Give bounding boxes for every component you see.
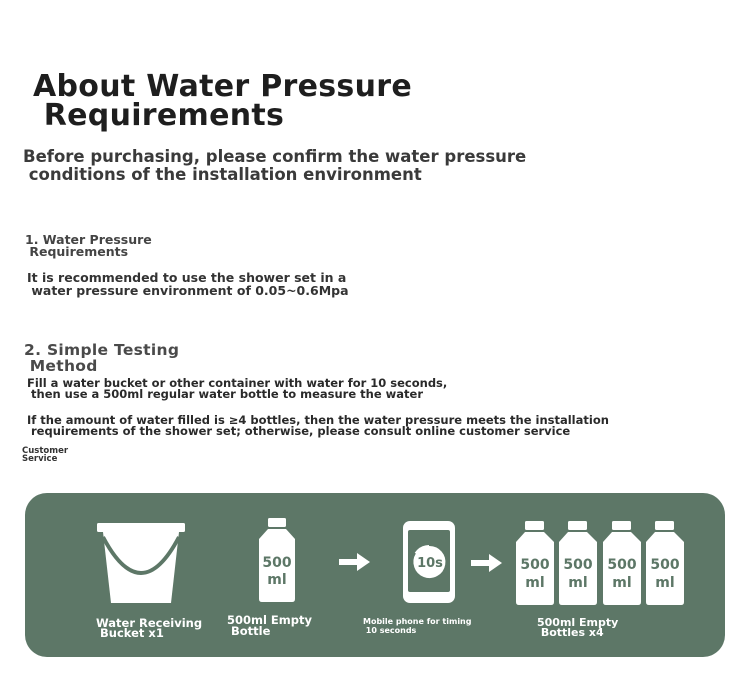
section-1-text: It is recommended to use the shower set in a water pressure environment of 0.05~0.6Mpa bbox=[27, 270, 349, 298]
bottle-icon bbox=[558, 521, 598, 605]
section-2-heading: 2. Simple Testing Method bbox=[24, 341, 180, 375]
customer-service-label: Customer Service bbox=[22, 446, 69, 464]
page-subtitle: Before purchasing, please confirm the water pressure conditions of the installation environment bbox=[23, 147, 527, 184]
timer-text: 10s bbox=[417, 556, 443, 571]
bucket-icon bbox=[97, 523, 187, 605]
section-1-heading: 1. Water Pressure Requirements bbox=[25, 232, 152, 259]
bottle-unit-text: ml bbox=[655, 575, 675, 591]
bottle-volume-text: 500 bbox=[520, 557, 550, 573]
bucket-label: Water Receiving Bucket x1 bbox=[96, 616, 203, 640]
bottle-unit-text: ml bbox=[267, 572, 287, 588]
arrow-right-icon bbox=[471, 554, 503, 572]
phone-label: Mobile phone for timing 10 seconds bbox=[363, 617, 472, 635]
bottle-unit-text: ml bbox=[525, 575, 545, 591]
bottle-unit-text: ml bbox=[612, 575, 632, 591]
bottle-volume-text: 500 bbox=[607, 557, 637, 573]
bottle-icon bbox=[258, 518, 296, 602]
phone-timer-icon bbox=[403, 521, 455, 603]
page-title: About Water Pressure Requirements bbox=[33, 69, 412, 133]
bottle-icon bbox=[515, 521, 555, 605]
bottle-icon bbox=[645, 521, 685, 605]
section-2-criteria: If the amount of water filled is ≥4 bottles, then the water pressure meets the installation requirements of the shower set; otherwise, please consult online customer service bbox=[27, 413, 609, 438]
section-2-instructions: Fill a water bucket or other container with water for 10 seconds, then use a 500ml regular water bottle to measure the water bbox=[27, 376, 448, 401]
bottle-icon bbox=[602, 521, 642, 605]
bottle-volume-text: 500 bbox=[563, 557, 593, 573]
testing-diagram-panel bbox=[25, 493, 725, 657]
bottle-label: 500ml Empty Bottle bbox=[227, 613, 312, 638]
bottle-volume-text: 500 bbox=[262, 555, 292, 571]
bottle-volume-text: 500 bbox=[650, 557, 680, 573]
bottle-unit-text: ml bbox=[568, 575, 588, 591]
bottles-label: 500ml Empty Bottles x4 bbox=[537, 616, 619, 639]
arrow-right-icon bbox=[339, 553, 371, 571]
